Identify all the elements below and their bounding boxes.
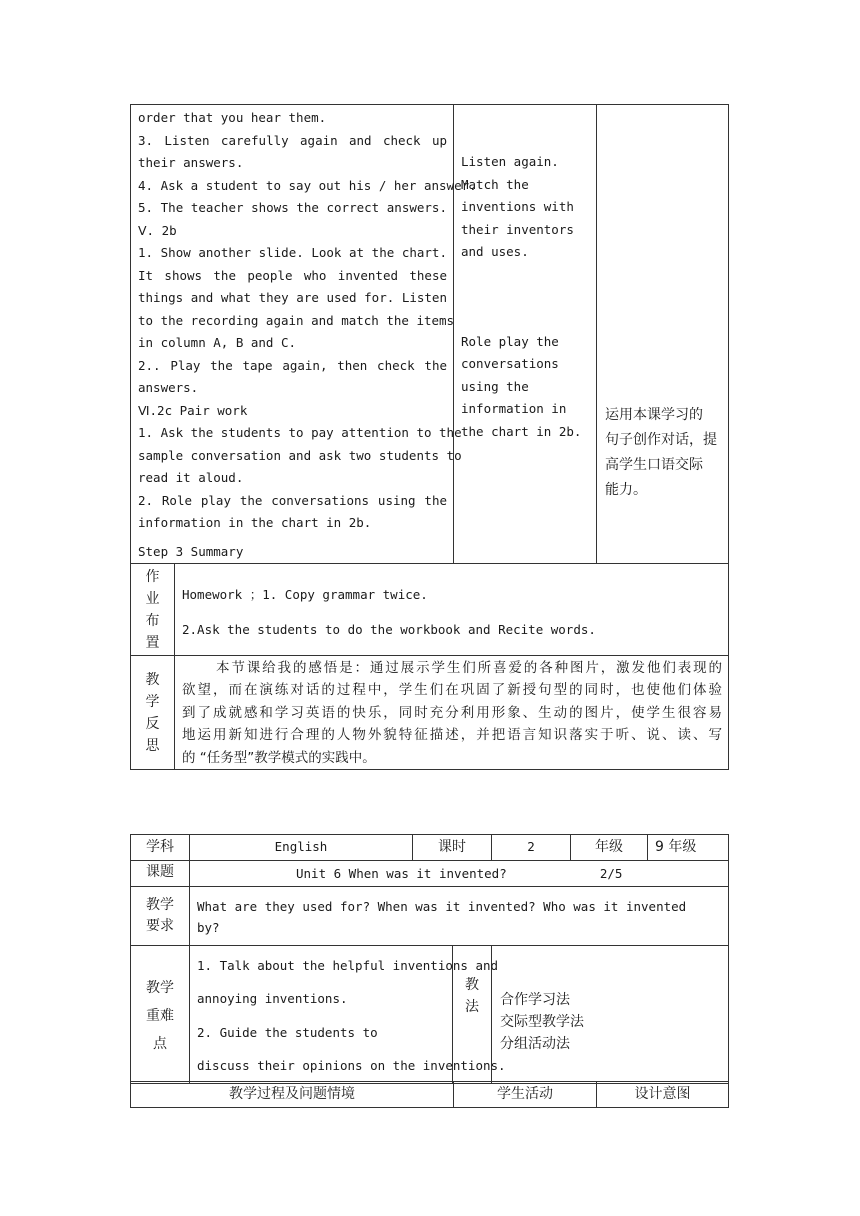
reflection-cell [175,656,729,770]
requirements-cell [190,886,729,945]
design-intent-text [605,403,724,503]
activity-line: Match the [461,176,529,192]
procedure-line: It shows the people who invented these [138,267,447,283]
activity-line: inventions with [461,199,574,214]
activity-group-1 [461,151,592,264]
procedure-line: in column A, B and C. [138,335,297,350]
keypoints-line: annoying inventions. [197,991,348,1006]
procedure-line: to the recording again and match the items [138,312,455,328]
intent-line: 运用本课学习的 [605,407,703,423]
method-line: 分组活动法 [500,1035,570,1052]
activity-group-2 [461,331,592,444]
method-line: 交际型教学法 [500,1013,584,1030]
intent-line: 高学生口语交际 [605,457,703,473]
requirements-label: 教学 要求 [131,886,190,945]
topic-value: Unit 6 When was it invented? [296,866,507,881]
subject-label: 学科 [131,835,190,861]
activity-line: their inventors [461,221,574,237]
design-intent-cell [597,105,729,564]
homework-line: Homework ；1. Copy grammar twice. [182,587,428,602]
homework-text [182,584,722,641]
reflection-line: 本节课给我的感悟是：通过展示学生们所喜爱的各种图片，激发他们表现的 [216,660,722,676]
keypoints-label: 教学 重难 点 [131,945,190,1083]
reflection-line: 的 “任务型”教学模式的实践中。 [182,749,376,766]
procedure-line: Step 3 Summary [138,543,244,559]
period-label: 课时 [413,835,492,861]
activity-line: Listen again. [461,154,559,169]
activity-line: information in [461,401,567,416]
procedure-line: 1. Show another slide. Look at the chart. [138,245,447,260]
procedure-line: 1. Ask the students to pay attention to the [138,425,462,440]
procedure-line: Ⅵ.2c Pair work [138,402,248,418]
activity-line: conversations [461,356,559,371]
activity-line: Role play the [461,333,559,349]
requirements-line: by? [197,919,220,935]
homework-cell [175,564,729,656]
reflection-line: 地运用新知进行合理的人物外貌特征描述，并把语言知识落实于听、说、读、写 [182,727,722,744]
process-header: 教学过程及问题情境 [131,1082,454,1108]
grade-value: 9 年级 [648,835,729,861]
keypoints-line: discuss their opinions on the inventions. [197,1058,506,1073]
intent-line: 能力。 [605,482,647,498]
grade-label: 年级 [571,835,648,861]
lesson-plan-footer-row [130,1081,729,1108]
procedure-line: Ⅴ. 2b [138,222,177,238]
procedure-line: 3. Listen carefully again and check up [138,132,447,148]
subject-value: English [190,835,413,861]
keypoints-line: 1. Talk about the helpful inventions and [197,957,499,973]
method-label: 教 法 [453,945,492,1083]
lesson-plan-table [130,834,729,1084]
activity-line: using the [461,378,529,394]
procedure-cell [131,105,477,564]
lesson-plan-table-continued [130,104,729,770]
procedure-line: things and what they are used for. Listen [138,290,447,305]
procedure-line: their answers. [138,155,244,170]
procedure-line: sample conversation and ask two students to [138,447,462,463]
procedure-line: 5. The teacher shows the correct answers. [138,200,447,215]
procedure-line: 4. Ask a student to say out his / her answer. [138,177,477,193]
activity-line: and uses. [461,244,529,259]
topic-label: 课题 [131,861,190,887]
activity-header: 学生活动 [454,1082,597,1108]
homework-label: 作 业 布 置 [131,564,175,656]
reflection-line: 到了成就感和学习英语的快乐，同时充分利用形象、生动的图片，使学生很容易 [182,704,722,721]
procedure-line: 2.. Play the tape again, then check the [138,357,447,373]
procedure-line: answers. [138,380,199,395]
procedure-text [138,107,477,563]
period-value: 2 [492,835,571,861]
method-line: 合作学习法 [500,991,570,1008]
method-cell [492,945,729,1083]
requirements-text [197,896,722,938]
reflection-text [182,657,722,769]
homework-line: 2.Ask the students to do the workbook and Recite words. [182,621,596,637]
reflection-line: 欲望，而在演练对话的过程中，学生们在巩固了新授句型的同时，也使他们体验 [182,682,722,699]
procedure-line: information in the chart in 2b. [138,515,372,530]
student-activity-cell [454,105,597,564]
method-text [500,989,724,1055]
intent-line: 句子创作对话，提 [605,432,717,448]
intent-header: 设计意图 [597,1082,729,1108]
procedure-line: order that you hear them. [138,110,327,125]
reflection-label: 教 学 反 思 [131,656,175,770]
requirements-line: What are they used for? When was it invented? Who was it invented [197,898,687,914]
topic-progress: 2/5 [599,866,623,881]
procedure-line: read it aloud. [138,470,244,485]
activity-line: the chart in 2b. [461,423,582,439]
procedure-line: 2. Role play the conversations using the [138,492,447,508]
keypoints-line: 2. Guide the students to [197,1024,378,1040]
topic-cell [190,861,729,887]
